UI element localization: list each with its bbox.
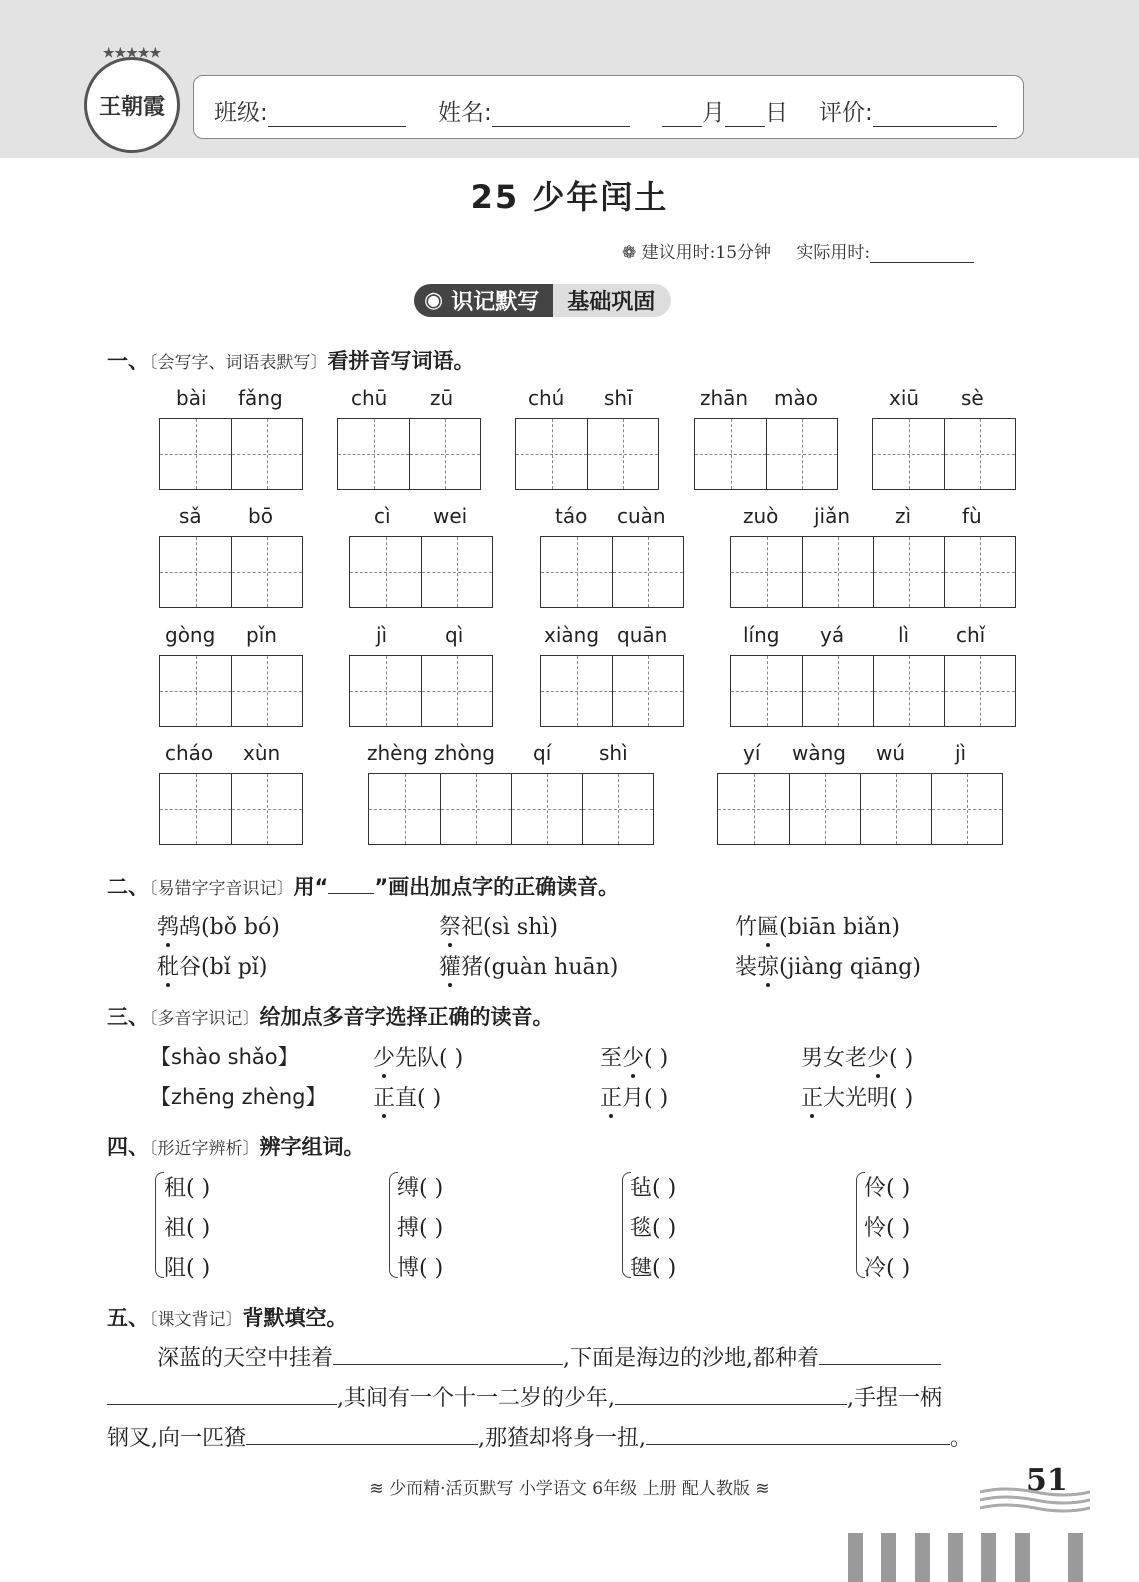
pinyin: zuò: [743, 504, 779, 528]
blank-input[interactable]: [333, 1342, 563, 1365]
lesson-title: 25 少年闰土: [470, 178, 669, 216]
pinyin: lì: [898, 623, 910, 647]
writing-grid[interactable]: [515, 418, 659, 490]
writing-grid[interactable]: [730, 655, 1016, 727]
word-item[interactable]: 怜( ): [864, 1216, 911, 1241]
polyphone-item[interactable]: 至少( ): [600, 1041, 668, 1072]
pinyin: jiǎn: [814, 504, 851, 528]
pinyin: wei: [433, 504, 468, 528]
section-4-heading: 四、〔形近字辨析〕辨字组词。: [107, 1135, 365, 1159]
pinyin: cháo: [165, 741, 214, 765]
banner-left: ◉ 识记默写: [414, 284, 553, 317]
brand-logo: [84, 46, 180, 153]
pinyin: zū: [430, 386, 454, 410]
pinyin: chǐ: [956, 623, 986, 647]
pinyin: quān: [617, 623, 668, 647]
banner-right: 基础巩固: [553, 284, 671, 317]
writing-grid[interactable]: [349, 536, 493, 608]
pinyin: yá: [820, 623, 845, 647]
blank-input[interactable]: [246, 1422, 478, 1445]
actual-time-input[interactable]: [870, 242, 974, 263]
pinyin: shī: [604, 386, 633, 410]
edge-marker: [1015, 1533, 1030, 1582]
medal-icon: ◉: [424, 288, 444, 313]
section-2-heading: 二、〔易错字字音识记〕用“ ”画出加点字的正确读音。: [107, 875, 620, 899]
pronunciation-item[interactable]: 祭祀(sì shì): [439, 910, 558, 941]
pronunciation-item[interactable]: 装弶(jiàng qiāng): [735, 950, 921, 981]
logo-stars-icon: ★★★★★: [102, 46, 162, 61]
pinyin: pǐn: [246, 623, 277, 647]
class-label: 班级:: [214, 100, 268, 126]
wave-decoration-icon: [980, 1484, 1090, 1518]
name-label: 姓名:: [438, 100, 492, 126]
date-field[interactable]: [662, 94, 788, 127]
section-5-heading: 五、〔课文背记〕背默填空。: [107, 1306, 348, 1330]
word-item[interactable]: 毡( ): [630, 1176, 677, 1201]
edge-marker: [881, 1533, 896, 1582]
pinyin: cuàn: [617, 504, 666, 528]
writing-grid[interactable]: [872, 418, 1016, 490]
page-number: 51: [1026, 1463, 1068, 1498]
pronunciation-item[interactable]: 鹁鸪(bǒ bó): [157, 910, 280, 941]
pronunciation-item[interactable]: 秕谷(bǐ pǐ): [157, 950, 267, 981]
blank-input[interactable]: [646, 1422, 950, 1445]
recitation-line-3: 钢叉,向一匹猹 ,那猹却将身一扭, 。: [107, 1421, 972, 1452]
footer-text: ≋ 少而精·活页默写 小学语文 6年级 上册 配人教版 ≋: [369, 1479, 770, 1499]
writing-grid[interactable]: [540, 655, 684, 727]
clock-icon: ❁: [622, 243, 637, 263]
evaluation-field[interactable]: [819, 94, 997, 127]
writing-grid[interactable]: [337, 418, 481, 490]
writing-grid[interactable]: [717, 773, 1003, 845]
polyphone-item[interactable]: 正月( ): [600, 1081, 668, 1112]
suggested-time: 建议用时:15分钟: [641, 243, 772, 263]
day-label: 日: [765, 100, 788, 126]
class-field[interactable]: [214, 94, 406, 127]
word-item[interactable]: 博( ): [397, 1256, 444, 1281]
edge-marker: [848, 1533, 863, 1582]
pinyin: mào: [774, 386, 818, 410]
pinyin: cì: [374, 504, 391, 528]
writing-grid[interactable]: [730, 536, 1016, 608]
edge-marker: [915, 1533, 930, 1582]
blank-input[interactable]: [615, 1382, 847, 1405]
pinyin: yí: [743, 741, 761, 765]
eval-label: 评价:: [819, 100, 873, 126]
section-1-heading: 一、〔会写字、词语表默写〕看拼音写词语。: [107, 349, 475, 373]
polyphone-item[interactable]: 正直( ): [373, 1081, 441, 1112]
logo-text: 王朝霞: [98, 93, 165, 120]
pronunciation-item[interactable]: 竹匾(biān biǎn): [735, 910, 900, 941]
pinyin: sè: [961, 386, 984, 410]
pinyin: gòng: [165, 623, 216, 647]
time-info: [622, 238, 974, 263]
recitation-line-1: 深蓝的天空中挂着 ,下面是海边的沙地,都种着: [157, 1341, 941, 1372]
pinyin: jì: [376, 623, 388, 647]
blank-input[interactable]: [819, 1342, 941, 1365]
polyphone-item[interactable]: 少先队( ): [373, 1041, 463, 1072]
word-item[interactable]: 毽( ): [630, 1256, 677, 1281]
reading-options-1: 【shào shǎo】: [150, 1045, 299, 1069]
word-item[interactable]: 阻( ): [164, 1256, 211, 1281]
word-item[interactable]: 搏( ): [397, 1216, 444, 1241]
pinyin: sǎ: [179, 504, 202, 528]
pinyin: táo: [555, 504, 588, 528]
pinyin: fǎng: [238, 386, 283, 410]
pinyin: jì: [955, 741, 967, 765]
writing-grid[interactable]: [159, 655, 303, 727]
recitation-line-2: ,其间有一个十一二岁的少年, ,手捏一柄: [107, 1381, 942, 1412]
pinyin: wàng: [792, 741, 846, 765]
word-item[interactable]: 祖( ): [164, 1216, 211, 1241]
pinyin: zhān: [700, 386, 749, 410]
pinyin: chū: [351, 386, 388, 410]
section-3-heading: 三、〔多音字识记〕给加点多音字选择正确的读音。: [107, 1005, 554, 1029]
pinyin: qí: [533, 741, 552, 765]
pinyin: xùn: [243, 741, 281, 765]
pinyin: qì: [445, 623, 464, 647]
word-item[interactable]: 伶( ): [864, 1176, 911, 1201]
writing-grid[interactable]: [349, 655, 493, 727]
pinyin: shì: [599, 741, 628, 765]
reading-options-2: 【zhēng zhèng】: [150, 1085, 327, 1109]
pinyin: zì: [895, 504, 912, 528]
writing-grid[interactable]: [694, 418, 838, 490]
edge-marker: [948, 1533, 963, 1582]
actual-time-label: 实际用时:: [796, 243, 871, 263]
writing-grid[interactable]: [368, 773, 654, 845]
edge-marker: [1068, 1533, 1083, 1582]
pinyin: bài: [176, 386, 207, 410]
pinyin: bō: [248, 504, 273, 528]
month-label: 月: [702, 100, 725, 126]
pinyin: wú: [876, 741, 906, 765]
word-item[interactable]: 缚( ): [397, 1176, 444, 1201]
word-item[interactable]: 毯( ): [630, 1216, 677, 1241]
writing-grid[interactable]: [159, 536, 303, 608]
polyphone-item[interactable]: 男女老少( ): [801, 1041, 913, 1072]
writing-grid[interactable]: [159, 773, 303, 845]
word-item[interactable]: 冷( ): [864, 1256, 911, 1281]
word-item[interactable]: 租( ): [164, 1176, 211, 1201]
pinyin: líng: [743, 623, 780, 647]
pinyin: xiàng: [544, 623, 600, 647]
edge-marker: [981, 1533, 996, 1582]
pinyin: chú: [528, 386, 565, 410]
blank-input[interactable]: [107, 1382, 337, 1405]
student-info-box: [193, 75, 1024, 139]
pronunciation-item[interactable]: 獾猪(guàn huān): [439, 950, 618, 981]
polyphone-item[interactable]: 正大光明( ): [801, 1081, 913, 1112]
pinyin: xiū: [889, 386, 920, 410]
pinyin: zhèng zhòng: [367, 741, 495, 765]
pinyin: fù: [962, 504, 982, 528]
brace: [155, 1172, 164, 1278]
name-field[interactable]: [438, 94, 630, 127]
section-banner: [414, 284, 671, 317]
writing-grid[interactable]: [540, 536, 684, 608]
writing-grid[interactable]: [159, 418, 303, 490]
